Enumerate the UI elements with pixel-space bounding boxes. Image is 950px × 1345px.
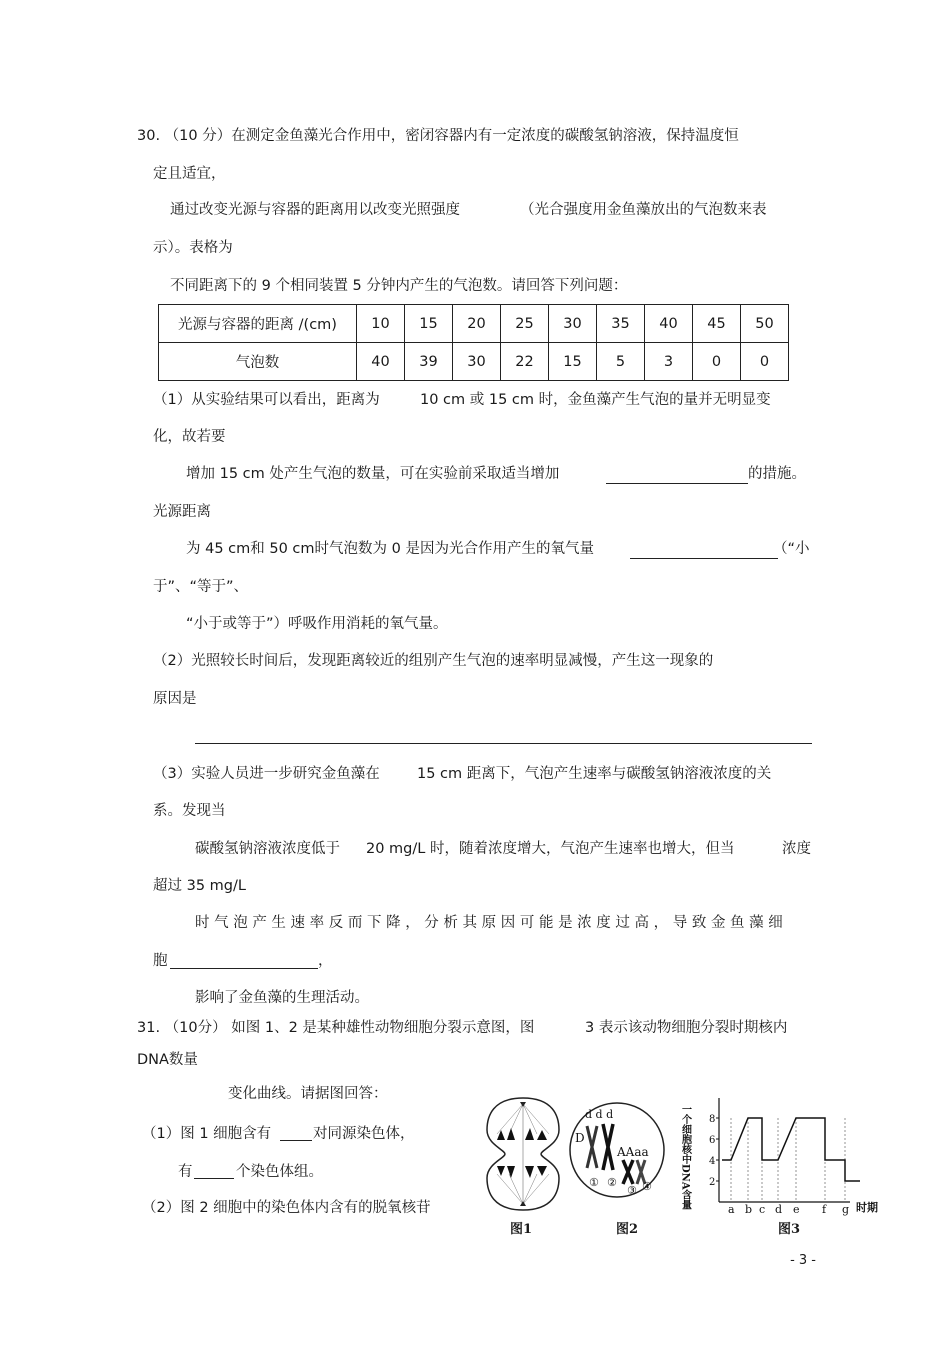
answer-blank-4[interactable] (170, 968, 318, 969)
figure-2-label-2: ② (607, 1176, 617, 1189)
q30-p1a: （1）从实验结果可以看出，距离为 (153, 392, 380, 408)
figure-3-ytick: 2 (709, 1177, 716, 1188)
q30-p3k: 影响了金鱼藻的生理活动。 (195, 990, 369, 1006)
figure-3-xlabel: 时期 (856, 1201, 878, 1214)
table-cell: 45 (693, 305, 741, 343)
q30-line4: 示）。表格为 (153, 240, 233, 256)
table-cell: 0 (693, 343, 741, 381)
figure-3-xtick: g (842, 1203, 850, 1216)
table-cell: 39 (405, 343, 453, 381)
q31-line3: 变化曲线。请据图回答： (228, 1086, 388, 1102)
figure-2-label-3: ③ (627, 1184, 637, 1197)
table-cell: 50 (741, 305, 789, 343)
q30-p3h: 时 气 泡 产 生 速 率 反 而 下 降 ， 分 析 其 原 因 可 能 是 浓 度 过 高 ， 导 致 金 鱼 藻 细 (195, 915, 783, 931)
figure-2-label-ddd: d d d (585, 1108, 614, 1121)
table-cell: 15 (405, 305, 453, 343)
q31-s2: （2）图 2 细胞中的染色体内含有的脱氧核苷 (142, 1200, 431, 1216)
q31-line2: DNA数量 (137, 1052, 198, 1068)
q30-p3g: 超过 35 mg/L (153, 878, 246, 894)
figure-1-caption: 图1 (510, 1222, 533, 1237)
figure-2-cell-diagram (567, 1098, 667, 1202)
q30-p1f: 光源距离 (153, 504, 211, 520)
figure-3-dna-chart (679, 1092, 888, 1218)
q30-p3d: 碳酸氢钠溶液浓度低于 (195, 841, 340, 857)
answer-blank-1[interactable] (606, 483, 748, 484)
figure-3-ytick: 6 (709, 1135, 716, 1146)
q30-p1i: 于”、“等于”、 (153, 579, 249, 595)
table-cell: 40 (645, 305, 693, 343)
table-cell: 0 (741, 343, 789, 381)
q31-s1a: （1）图 1 细胞含有 (142, 1126, 272, 1142)
table-cell: 40 (357, 343, 405, 381)
q30-p1d: 增加 15 cm 处产生气泡的数量，可在实验前采取适当增加 (186, 466, 560, 482)
figure-2-label-D: D (575, 1131, 585, 1145)
table-cell: 5 (597, 343, 645, 381)
q30-line5: 不同距离下的 9 个相同装置 5 分钟内产生的气泡数。请回答下列问题： (170, 278, 628, 294)
q30-p1h: （“小 (773, 541, 810, 557)
table-cell: 25 (501, 305, 549, 343)
q30-p3j: ， (318, 953, 333, 969)
q30-p1c: 化，故若要 (153, 429, 226, 445)
bubble-data-table (158, 304, 789, 381)
answer-blank-3[interactable] (195, 743, 812, 744)
figure-1-cell-diagram (483, 1094, 563, 1214)
q30-p3c: 系。发现当 (153, 803, 226, 819)
figure-2-label-1: ① (589, 1176, 599, 1189)
figure-3-ytick: 8 (709, 1114, 716, 1125)
q30-line1: 30. （10 分）在测定金鱼藻光合作用中，密闭容器内有一定浓度的碳酸氢钠溶液，保持温度恒 (137, 128, 739, 144)
q31-line1: 31. （10分） 如图 1、2 是某种雄性动物细胞分裂示意图，图 (137, 1020, 535, 1036)
q30-p2a: （2）光照较长时间后，发现距离较近的组别产生气泡的速率明显减慢，产生这一现象的 (153, 653, 714, 669)
figure-3-xtick: f (822, 1203, 827, 1216)
q30-line2: 定且适宜， (153, 166, 226, 182)
figure-2-caption: 图2 (616, 1222, 639, 1237)
q30-line3b: （光合强度用金鱼藻放出的气泡数来表 (520, 202, 767, 218)
figure-3-xtick: b (745, 1203, 753, 1216)
table-row (159, 305, 789, 343)
q30-p3i: 胞 (153, 953, 168, 969)
table-cell: 22 (501, 343, 549, 381)
figure-3-ytick: 4 (709, 1156, 716, 1167)
q30-p3e: 20 mg/L 时，随着浓度增大，气泡产生速率也增大，但当 (366, 841, 735, 857)
q31-line1b: 3 表示该动物细胞分裂时期核内 (585, 1020, 788, 1036)
q31-s1b: 对同源染色体， (313, 1126, 415, 1142)
table-cell: 20 (453, 305, 501, 343)
figure-3-ylabel: 一个细胞核中DNA含量 (679, 1104, 691, 1210)
figure-3-xtick: c (759, 1203, 766, 1216)
q30-p2b: 原因是 (153, 691, 197, 707)
q30-p1b: 10 cm 或 15 cm 时，金鱼藻产生气泡的量并无明显变 (420, 392, 771, 408)
table-cell: 10 (357, 305, 405, 343)
q30-p1j: “小于或等于”）呼吸作用消耗的氧气量。 (186, 616, 448, 632)
q30-p3b: 15 cm 距离下，气泡产生速率与碳酸氢钠溶液浓度的关 (417, 766, 772, 782)
figure-3-dna-line (722, 1118, 860, 1181)
page-number: - 3 - (790, 1253, 816, 1268)
answer-blank-6[interactable] (194, 1178, 234, 1179)
figure-3-xtick: d (775, 1203, 783, 1216)
answer-blank-2[interactable] (630, 558, 778, 559)
q31-s1c: 有 (178, 1164, 193, 1180)
q30-p1e: 的措施。 (748, 466, 806, 482)
table-cell: 30 (453, 343, 501, 381)
q30-p3a: （3）实验人员进一步研究金鱼藻在 (153, 766, 380, 782)
q30-line3a: 通过改变光源与容器的距离用以改变光照强度 (170, 202, 460, 218)
q30-p1g: 为 45 cm和 50 cm时气泡数为 0 是因为光合作用产生的氧气量 (186, 541, 594, 557)
q30-p3f: 浓度 (782, 841, 811, 857)
figure-3-caption: 图3 (778, 1222, 801, 1237)
figure-2-label-4: ④ (642, 1180, 652, 1193)
figure-3-xtick: a (728, 1203, 735, 1216)
answer-blank-5[interactable] (280, 1140, 312, 1141)
q31-s1d: 个染色体组。 (236, 1164, 323, 1180)
table-cell: 30 (549, 305, 597, 343)
figure-3-xtick: e (793, 1203, 800, 1216)
table-cell: 15 (549, 343, 597, 381)
table-header-bubbles: 气泡数 (159, 343, 357, 381)
table-header-distance: 光源与容器的距离 /(cm) (159, 305, 357, 343)
table-row (159, 343, 789, 381)
table-cell: 35 (597, 305, 645, 343)
table-cell: 3 (645, 343, 693, 381)
figure-2-label-AAaa: AAaa (617, 1145, 649, 1159)
